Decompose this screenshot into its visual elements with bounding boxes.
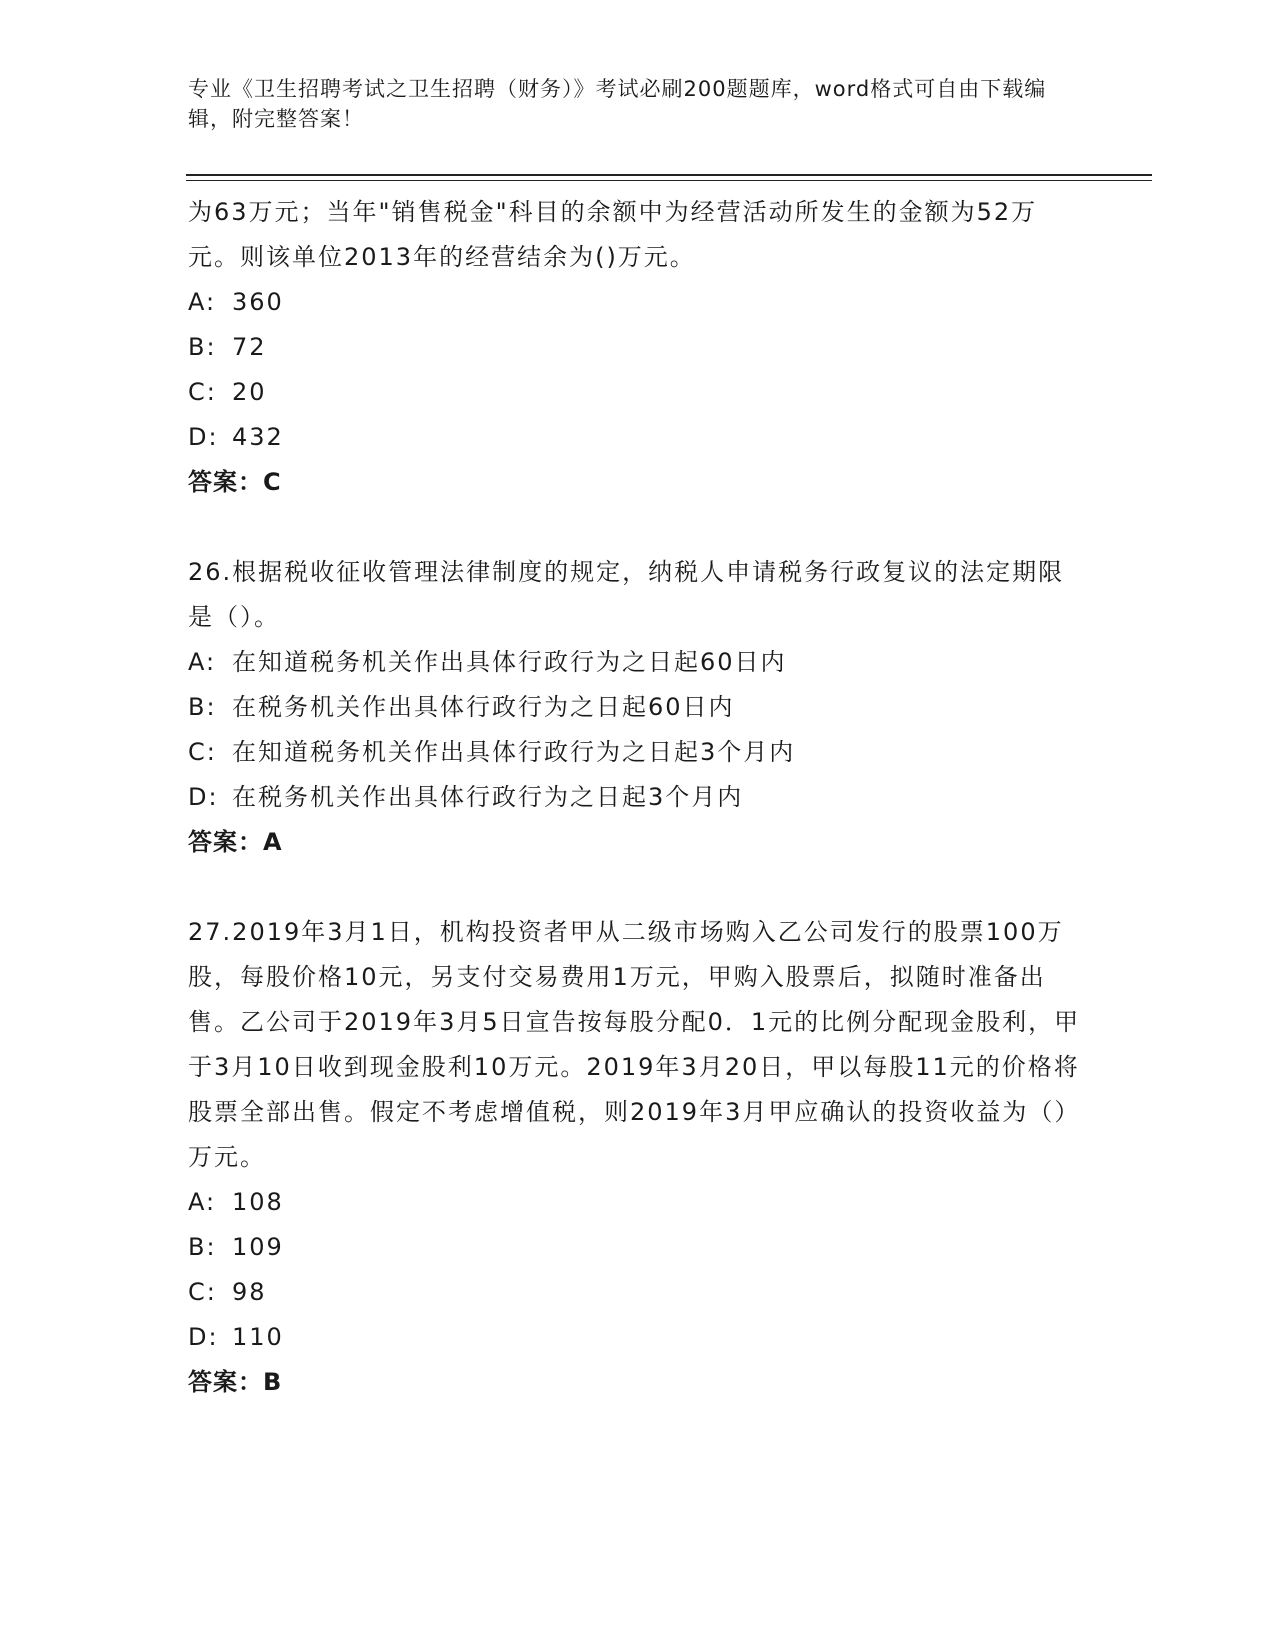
option-text: 在知道税务机关作出具体行政行为之日起3个月内 [232, 738, 796, 766]
option-a [188, 640, 1088, 685]
option-key: A: [188, 1188, 217, 1216]
option-key: D: [188, 1323, 219, 1351]
option-b [188, 685, 1088, 730]
option-d [188, 1315, 1088, 1360]
option-text: 72 [232, 333, 267, 361]
option-b [188, 1225, 1088, 1270]
option-text: 20 [232, 378, 267, 406]
option-text: 在知道税务机关作出具体行政行为之日起60日内 [232, 648, 787, 676]
option-text: 在税务机关作出具体行政行为之日起60日内 [232, 693, 735, 721]
answer-line: 答案：B [188, 1368, 283, 1396]
option-key: B: [188, 1233, 217, 1261]
option-text: 108 [232, 1188, 284, 1216]
header-title: 专业《卫生招聘考试之卫生招聘（财务）》考试必刷200题题库，word格式可自由下载编辑，附完整答案！ [188, 77, 1047, 131]
spacer [188, 865, 1088, 910]
option-key: A: [188, 288, 217, 316]
option-key: C: [188, 1278, 217, 1306]
header-divider-thin [186, 180, 1152, 181]
question-block [188, 910, 1088, 1405]
option-key: B: [188, 333, 217, 361]
option-text: 在税务机关作出具体行政行为之日起3个月内 [232, 783, 744, 811]
option-key: A: [188, 648, 217, 676]
header-divider-thick [186, 174, 1152, 176]
option-d [188, 775, 1088, 820]
option-text: 110 [232, 1323, 284, 1351]
option-b [188, 325, 1088, 370]
option-key: C: [188, 378, 217, 406]
option-d [188, 415, 1088, 460]
question-block [188, 190, 1088, 505]
option-c [188, 730, 1088, 775]
answer-line: 答案：C [188, 468, 282, 496]
option-c [188, 370, 1088, 415]
option-key: C: [188, 738, 217, 766]
option-c [188, 1270, 1088, 1315]
spacer [188, 505, 1088, 550]
option-a [188, 280, 1088, 325]
option-key: D: [188, 783, 219, 811]
question-block [188, 550, 1088, 865]
question-list [188, 190, 1088, 1405]
document-header [188, 74, 1068, 134]
option-key: B: [188, 693, 217, 721]
question-stem: 26.根据税收征收管理法律制度的规定，纳税人申请税务行政复议的法定期限是（）。 [188, 558, 1065, 631]
option-key: D: [188, 423, 219, 451]
option-a [188, 1180, 1088, 1225]
option-text: 98 [232, 1278, 267, 1306]
question-stem: 27.2019年3月1日，机构投资者甲从二级市场购入乙公司发行的股票100万股，每股价格10元，另支付交易费用1万元，甲购入股票后，拟随时准备出售。乙公司于2019年3月5日宣告按每股分配0．1元的比例分配现金股利，甲于3月10日收到现金股利10万元。2019年3月20日，甲以每股11元的价格将股票全部出售。假定不考虑增值税，则2019年3月甲应确认的投资收益为（）万元。 [188, 918, 1081, 1171]
answer-line: 答案：A [188, 828, 283, 856]
option-text: 109 [232, 1233, 284, 1261]
option-text: 360 [232, 288, 284, 316]
question-stem: 为63万元；当年"销售税金"科目的余额中为经营活动所发生的金额为52万元。则该单位2013年的经营结余为()万元。 [188, 198, 1038, 271]
option-text: 432 [232, 423, 284, 451]
